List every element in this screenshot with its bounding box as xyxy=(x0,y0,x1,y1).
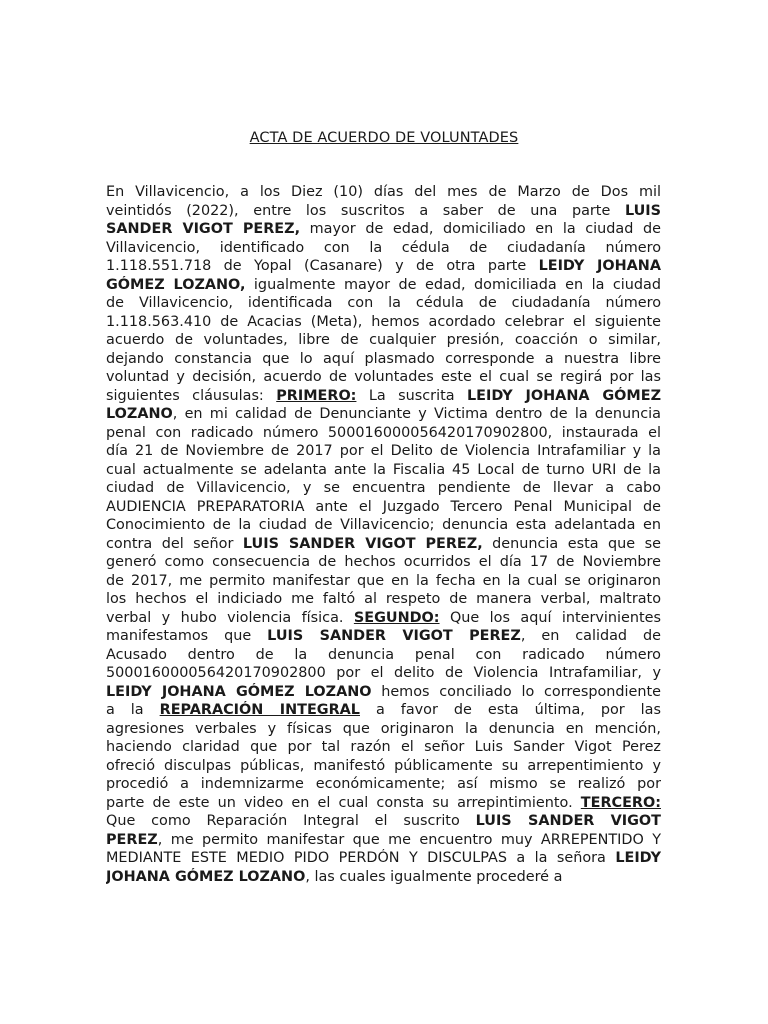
body-text-segment: cual actualmente se adelanta ante la Fiscalia 45 Local de turno URI de la xyxy=(106,461,661,478)
body-text-segment: LUIS SANDER VIGOT xyxy=(475,813,661,829)
document-title: ACTA DE ACUERDO DE VOLUNTADES xyxy=(249,130,519,146)
body-text-segment: , en mi calidad de Denunciante y Victima dentro de la denuncia xyxy=(172,406,661,422)
body-line xyxy=(106,479,661,498)
body-text-segment: manifestamos que xyxy=(106,628,268,644)
body-line xyxy=(106,812,661,831)
body-line xyxy=(106,701,661,720)
body-line xyxy=(106,646,661,665)
body-line xyxy=(106,868,661,887)
body-text-segment: 1.118.551.718 de Yopal (Casanare) y de otra parte xyxy=(106,258,539,274)
body-text-segment: voluntad y decisión, acuerdo de voluntades este el cual se regirá por las xyxy=(106,369,661,385)
body-line xyxy=(106,683,661,702)
body-line xyxy=(106,387,661,406)
body-text-segment: SEGUNDO: xyxy=(353,609,440,626)
body-line xyxy=(106,627,661,646)
body-text-segment: La suscrita xyxy=(356,387,467,404)
body-text-segment: a favor de esta última, por las xyxy=(359,702,661,718)
body-text-segment: JOHANA GÓMEZ LOZANO xyxy=(106,868,306,885)
body-text-segment: , me permito manifestar que me encuentro muy ARREPENTIDO Y xyxy=(157,831,661,848)
body-text-segment: mayor de edad, domiciliado en la ciudad de xyxy=(300,221,661,237)
body-text-segment: LUIS SANDER VIGOT PEREZ xyxy=(267,628,521,644)
body-line xyxy=(106,461,661,480)
body-text-segment: GÓMEZ LOZANO, xyxy=(106,276,246,293)
body-line xyxy=(106,553,661,572)
body-text-segment: 1.118.563.410 de Acacias (Meta), hemos acordado celebrar el siguiente xyxy=(106,313,661,330)
document-body xyxy=(106,183,661,886)
body-line xyxy=(106,516,661,535)
body-line xyxy=(106,424,661,443)
body-text-segment: En Villavicencio, a los Diez (10) días del mes de Marzo de Dos mil xyxy=(106,184,661,200)
body-text-segment: PRIMERO: xyxy=(276,387,357,404)
body-line xyxy=(106,572,661,591)
body-line xyxy=(106,220,661,239)
body-text-segment: MEDIANTE ESTE MEDIO PIDO PERDÓN Y DISCULPAS a la señora xyxy=(106,850,616,866)
body-text-segment: Acusado dentro de la denuncia penal con radicado número xyxy=(106,646,661,663)
body-text-segment: denuncia esta que se xyxy=(482,535,661,552)
body-text-segment: 500016000056420170902800 por el delito de Violencia Intrafamiliar, y xyxy=(106,665,661,681)
body-text-segment: agresiones verbales y físicas que originaron la denuncia en mención, xyxy=(106,720,661,737)
body-text-segment: AUDIENCIA PREPARATORIA ante el Juzgado Tercero Penal Municipal de xyxy=(106,498,661,515)
body-text-segment: haciendo claridad que por tal razón el señor Luis Sander Vigot Perez xyxy=(106,739,661,755)
body-text-segment: Conocimiento de la ciudad de Villavicencio; denuncia esta adelantada en xyxy=(106,517,661,533)
body-text-segment: a la xyxy=(106,702,160,718)
body-line xyxy=(106,757,661,776)
body-line xyxy=(106,794,661,813)
body-text-segment: REPARACIÓN INTEGRAL xyxy=(159,702,360,718)
body-text-segment: siguientes cláusulas: xyxy=(106,387,277,404)
body-text-segment: de Villavicencio, identificada con la cédula de ciudadanía número xyxy=(106,295,661,311)
body-text-segment: contra del señor xyxy=(106,535,243,552)
body-text-segment: , las cuales igualmente procederé a xyxy=(305,868,563,885)
body-text-segment: los hechos el indiciado me faltó al respeto de manera verbal, maltrato xyxy=(106,591,661,607)
body-line xyxy=(106,239,661,258)
body-line xyxy=(106,775,661,794)
body-line xyxy=(106,738,661,757)
body-line xyxy=(106,331,661,350)
body-text-segment: LUIS SANDER VIGOT PEREZ, xyxy=(242,535,483,552)
body-line xyxy=(106,498,661,517)
body-line xyxy=(106,590,661,609)
body-text-segment: hemos conciliado lo correspondiente xyxy=(371,683,661,700)
body-line xyxy=(106,183,661,202)
body-line xyxy=(106,442,661,461)
body-line xyxy=(106,405,661,424)
body-text-segment: verbal y hubo violencia física. xyxy=(106,609,354,626)
body-text-segment: ofreció disculpas públicas, manifestó públicamente su arrepentimiento y xyxy=(106,757,661,774)
body-text-segment: día 21 de Noviembre de 2017 por el Delito de Violencia Intrafamiliar y la xyxy=(106,443,661,459)
body-text-segment: LEIDY JOHANA xyxy=(538,258,661,274)
body-line xyxy=(106,664,661,683)
body-text-segment: igualmente mayor de edad, domiciliada en la ciudad xyxy=(245,276,661,293)
body-line xyxy=(106,535,661,554)
body-text-segment: LOZANO xyxy=(106,406,173,422)
body-line xyxy=(106,294,661,313)
body-text-segment: veintidós (2022), entre los suscritos a saber de una parte xyxy=(106,202,625,219)
body-text-segment: Que como Reparación Integral el suscrito xyxy=(106,813,476,829)
body-text-segment: LUIS xyxy=(624,202,661,219)
body-text-segment: LEIDY JOHANA GÓMEZ xyxy=(467,387,661,404)
body-text-segment: procedió a indemnizarme económicamente; así mismo se realizó por xyxy=(106,776,661,792)
body-line xyxy=(106,276,661,295)
body-text-segment: LEIDY JOHANA GÓMEZ LOZANO xyxy=(106,683,372,700)
body-text-segment: Villavicencio, identificado con la cédula de ciudadanía número xyxy=(106,239,661,256)
body-text-segment: Que los aquí intervinientes xyxy=(439,609,661,626)
body-line xyxy=(106,720,661,739)
body-text-segment: parte de este un video en el cual consta su arrepintimiento. xyxy=(106,794,581,811)
body-text-segment: acuerdo de voluntades, libre de cualquier presión, coacción o similar, xyxy=(106,332,661,348)
body-line xyxy=(106,257,661,276)
body-line xyxy=(106,350,661,369)
body-text-segment: LEIDY xyxy=(615,850,661,866)
body-text-segment: penal con radicado número 500016000056420170902800, instaurada el xyxy=(106,424,661,441)
body-text-segment: TERCERO: xyxy=(580,794,661,811)
body-text-segment: de 2017, me permito manifestar que en la fecha en la cual se originaron xyxy=(106,572,661,589)
body-text-segment: dejando constancia que lo aquí plasmado corresponde a nuestra libre xyxy=(106,350,661,367)
body-text-segment: ciudad de Villavicencio, y se encuentra pendiente de llevar a cabo xyxy=(106,480,661,496)
body-line xyxy=(106,609,661,628)
body-line xyxy=(106,368,661,387)
body-text-segment: PEREZ xyxy=(106,831,158,848)
body-line xyxy=(106,202,661,221)
body-text-segment: SANDER VIGOT PEREZ, xyxy=(106,221,301,237)
body-line xyxy=(106,313,661,332)
body-line xyxy=(106,849,661,868)
body-line xyxy=(106,831,661,850)
body-text-segment: , en calidad de xyxy=(520,628,661,644)
body-text-segment: generó como consecuencia de hechos ocurridos el día 17 de Noviembre xyxy=(106,554,661,570)
